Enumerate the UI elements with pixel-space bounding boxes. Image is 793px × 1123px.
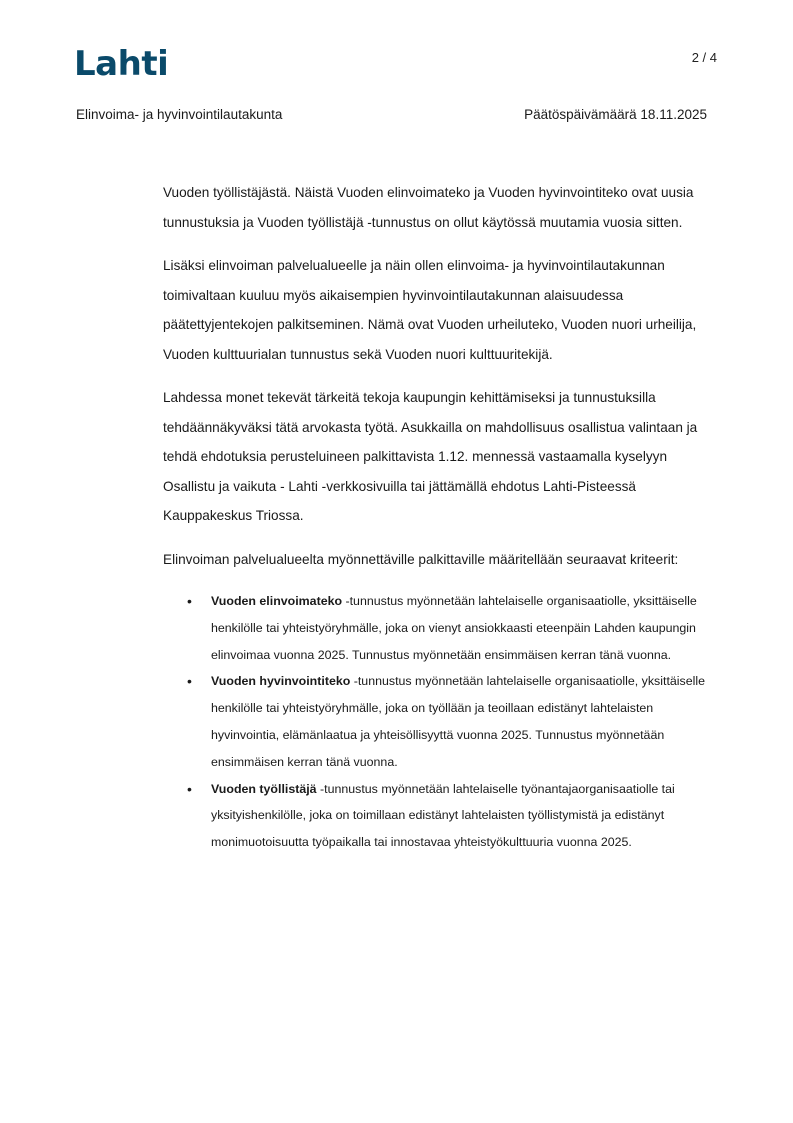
list-item [163,588,719,668]
paragraph: Elinvoiman palvelualueelta myönnettäville palkittaville määritellään seuraavat kriteerit: [163,551,679,567]
bullet-icon: • [187,593,192,609]
criteria-title: Vuoden työllistäjä [211,781,317,796]
list-item [163,668,719,775]
criteria-list [163,588,719,856]
paragraph: Lisäksi elinvoiman palvelualueelle ja näin ollen elinvoima- ja hyvinvointilautakunnan toimivaltaan kuuluu myös aikaisempien hyvinvointilautakunnan alaisuudessa päätettyjentekojen palkitseminen. Nämä ovat Vuoden urheiluteko, Vuoden nuori urheilija, Vuoden kulttuurialan tunnustus sekä Vuoden nuori kulttuuritekijä. [163,258,697,362]
criteria-title: Vuoden elinvoimateko [211,594,343,608]
paragraph: Lahdessa monet tekevät tärkeitä tekoja kaupungin kehittämiseksi ja tunnustuksilla tehdäännäkyväksi tätä arvokasta työtä. Asukkailla on mahdollisuus osallistua valintaan ja tehdä ehdotuksia perusteluineen palkittavista 1.12. mennessä vastaamalla kyselyyn Osallistu ja vaikuta - Lahti -verkkosivuilla tai jättämällä ehdotus Lahti-Pisteessä Kauppakeskus Triossa. [163,390,698,523]
criteria-text: -tunnustus myönnetään lahtelaiselle organisaatiolle, yksittäiselle henkilölle tai yhteistyöryhmälle, joka on vienyt ansiokkaasti eteenpäin Lahden kaupungin elinvoimaa vuonna 2025. Tunnustus myönnetään ensimmäisen kerran tänä vuonna. [211,594,697,662]
committee-name: Elinvoima- ja hyvinvointilautakunta [76,107,283,122]
criteria-title: Vuoden hyvinvointiteko [211,674,351,689]
criteria-text: -tunnustus myönnetään lahtelaiselle työnantajaorganisaatiolle tai yksityishenkilölle, joka on toimillaan edistänyt lahtelaisten työllistymistä ja edistänyt monimuotoisuutta työpaikalla tai innostavaa yhteistyökulttuuria vuonna 2025. [211,781,675,850]
page-number: 2 / 4 [691,50,717,65]
list-item [163,776,719,856]
bullet-icon: • [187,780,192,797]
paragraph: Vuoden työllistäjästä. Näistä Vuoden elinvoimateko ja Vuoden hyvinvointiteko ovat uusia tunnustuksia ja Vuoden työllistäjä -tunnustus on ollut käytössä muutamia vuosia sitten. [163,185,694,230]
lahti-logo: Lahti [74,44,169,84]
bullet-icon: • [187,673,192,690]
decision-date: Päätöspäivämäärä 18.11.2025 [524,107,707,122]
document-body [163,178,719,856]
criteria-text: -tunnustus myönnetään lahtelaiselle organisaatiolle, yksittäiselle henkilölle tai yhteistyöryhmälle, joka on työllään ja teoillaan edistänyt lahtelaisten hyvinvointia, elämänlaatua ja yhteisöllisyyttä vuonna 2025. Tunnustus myönnetään ensimmäisen kerran tänä vuonna. [211,674,706,769]
